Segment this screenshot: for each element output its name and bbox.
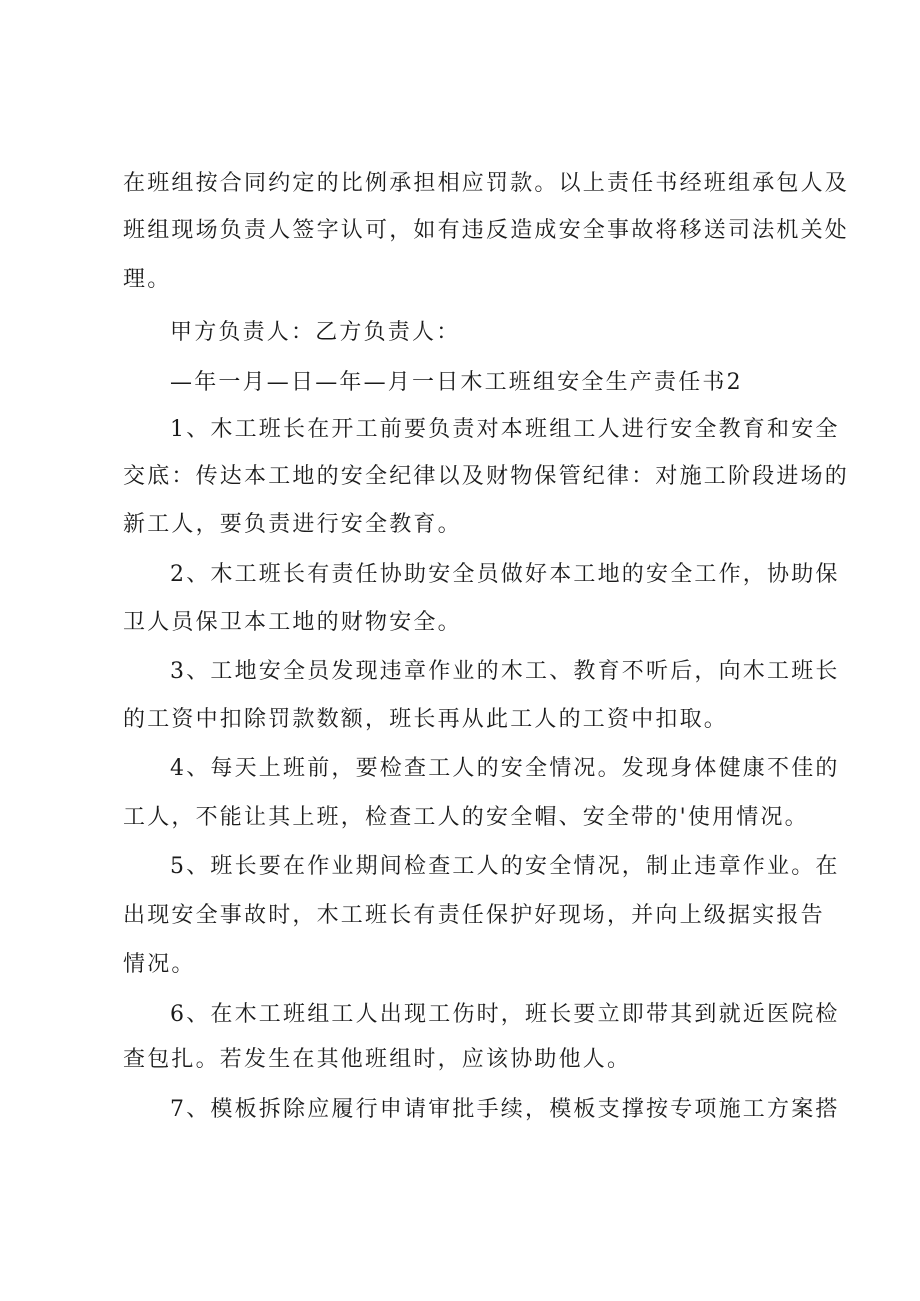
text-line: 新工人，要负责进行安全教育。: [123, 512, 462, 537]
text-line: 5、班长要在作业期间检查工人的安全情况，制止违章作业。在: [170, 854, 840, 879]
text-line: 理。: [123, 267, 172, 292]
text-line: 的工资中扣除罚款数额，班长再从此工人的工资中扣取。: [123, 707, 729, 732]
text-line: 3、工地安全员发现违章作业的木工、教育不听后，向木工班长: [170, 659, 840, 684]
text-line: 情况。: [123, 952, 196, 977]
text-line: 4、每天上班前，要检查工人的安全情况。发现身体健康不佳的: [170, 756, 840, 781]
text-line: —年一月—日—年—月一日木工班组安全生产责任书2: [170, 370, 743, 395]
text-line: 查包扎。若发生在其他班组时，应该协助他人。: [123, 1047, 632, 1072]
text-line: 7、模板拆除应履行申请审批手续，模板支撑按专项施工方案搭: [170, 1097, 840, 1122]
text-line: 2、木工班长有责任协助安全员做好本工地的安全工作，协助保: [170, 562, 840, 587]
text-line: 工人，不能让其上班，检查工人的安全帽、安全带的'使用情况。: [123, 805, 809, 830]
text-line: 出现安全事故时，木工班长有责任保护好现场，并向上级据实报告: [123, 903, 825, 928]
text-line: 甲方负责人：乙方负责人：: [170, 320, 461, 345]
text-line: 1、木工班长在开工前要负责对本班组工人进行安全教育和安全: [170, 417, 840, 442]
text-line: 卫人员保卫本工地的财物安全。: [123, 610, 462, 635]
text-line: 在班组按合同约定的比例承担相应罚款。以上责任书经班组承包人及: [123, 171, 850, 196]
text-line: 交底：传达本工地的安全纪律以及财物保管纪律：对施工阶段进场的: [123, 464, 850, 489]
text-line: 6、在木工班组工人出现工伤时，班长要立即带其到就近医院检: [170, 1002, 840, 1027]
text-line: 班组现场负责人签字认可，如有违反造成安全事故将移送司法机关处: [123, 218, 850, 243]
